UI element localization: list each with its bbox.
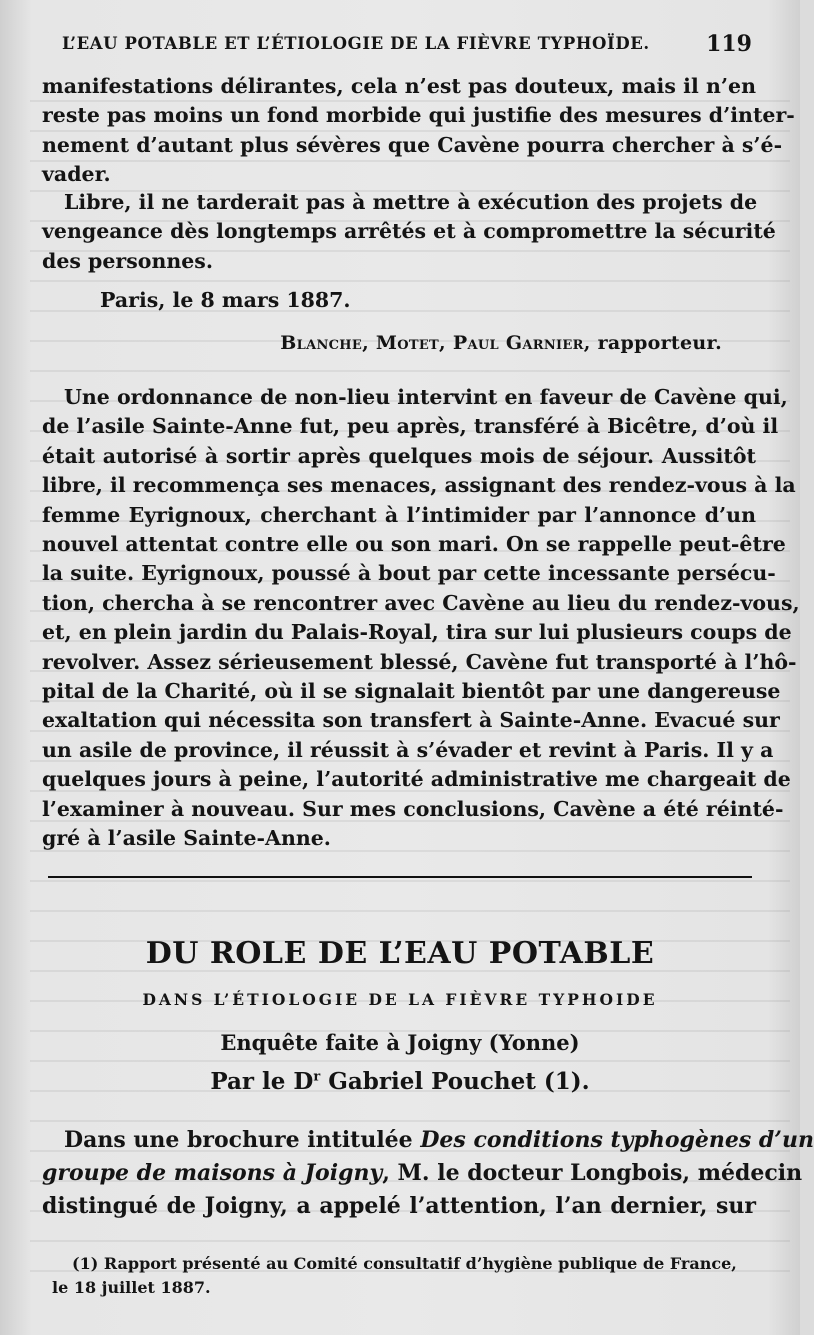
footnote	[52, 1252, 758, 1300]
text-line: nouvel attentat contre elle ou son mari. On se rappelle peut-être	[42, 532, 786, 557]
author-name: Gabriel Pouchet	[328, 1068, 536, 1095]
text-line: reste pas moins un fond morbide qui justifie des mesures d’inter-	[42, 103, 795, 128]
text-line: manifestations délirantes, cela n’est pas douteux, mais il n’en	[42, 74, 756, 98]
text-line: de l’asile Sainte-Anne fut, peu après, transféré à Bicêtre, d’où il	[42, 414, 779, 439]
text-line: exaltation qui nécessita son transfert à Sainte-Anne. Evacué sur	[42, 708, 780, 733]
text-line: vengeance dès longtemps arrêtés et à compromettre la sécurité	[42, 219, 776, 244]
running-title: L’EAU POTABLE ET L’ÉTIOLOGIE DE LA FIÈVRE TYPHOÏDE.	[62, 34, 650, 53]
signature-role: rapporteur.	[597, 332, 722, 354]
text-line: des personnes.	[42, 248, 213, 273]
author-prefix: Par le D	[210, 1068, 314, 1095]
text-line: Libre, il ne tarderait pas à mettre à exécution des projets de	[64, 190, 758, 214]
section-author	[0, 1068, 800, 1095]
text-line: gré à l’asile Sainte-Anne.	[42, 826, 331, 851]
paragraph-libre	[42, 188, 776, 276]
page-number: 119	[706, 31, 752, 57]
signature-line	[280, 332, 722, 354]
text-line: tion, chercha à se rencontrer avec Cavène au lieu du rendez-vous,	[42, 590, 800, 615]
text-line: femme Eyrignoux, cherchant à l’intimider par l’annonce d’un	[42, 502, 756, 527]
text-line: quelques jours à peine, l’autorité administrative me chargeait de	[42, 767, 791, 792]
brochure-title: Des conditions typhogènes d’un	[420, 1127, 814, 1153]
text-line: Une ordonnance de non-lieu intervint en faveur de Cavène qui,	[64, 385, 788, 409]
text-line: distingué de Joigny, a appelé l’attention, l’an dernier, sur	[42, 1193, 756, 1219]
text-line: vader.	[42, 162, 111, 187]
author-footnote-ref: (1).	[543, 1068, 590, 1095]
intro-paragraph	[42, 1124, 814, 1223]
date-line: Paris, le 8 mars 1887.	[100, 288, 351, 312]
footnote-line: le 18 juillet 1887.	[52, 1278, 211, 1297]
text-line	[42, 1124, 814, 1157]
brochure-title-cont: groupe de maisons à Joigny	[42, 1160, 383, 1186]
section-title: DU ROLE DE L’EAU POTABLE	[145, 936, 655, 971]
text-line: un asile de province, il réussit à s’évader et revint à Paris. Il y a	[42, 737, 774, 762]
footnote-line: (1) Rapport présenté au Comité consultatif d’hygiène publique de France,	[72, 1254, 737, 1273]
text-line: pital de la Charité, où il se signalait bientôt par une dangereuse	[42, 679, 781, 704]
paragraph-continuation	[42, 72, 795, 190]
text-line: était autorisé à sortir après quelques mois de séjour. Aussitôt	[42, 443, 756, 468]
text-line: et, en plein jardin du Palais-Royal, tira sur lui plusieurs coups de	[42, 620, 792, 645]
text-line: nement d’autant plus sévères que Cavène pourra chercher à s’é-	[42, 132, 783, 157]
text-run: Dans une brochure intitulée	[64, 1127, 421, 1153]
section-divider	[48, 876, 752, 878]
text-line: l’examiner à nouveau. Sur mes conclusions, Cavène a été réinté-	[42, 796, 784, 821]
text-line: revolver. Assez sérieusement blessé, Cavène fut transporté à l’hô-	[42, 649, 797, 674]
paragraph-ordonnance	[42, 383, 800, 854]
section-inquiry: Enquête faite à Joigny (Yonne)	[220, 1030, 580, 1055]
text-line	[42, 1157, 803, 1190]
text-line: libre, il recommença ses menaces, assignant des rendez-vous à la	[42, 473, 796, 498]
text-line: la suite. Eyrignoux, poussé à bout par cette incessante persécu-	[42, 561, 776, 586]
running-header	[62, 31, 752, 57]
author-title-sup: r	[313, 1069, 321, 1085]
signatories: Blanche, Motet, Paul Garnier,	[280, 332, 591, 354]
section-subtitle: DANS L’ÉTIOLOGIE DE LA FIÈVRE TYPHOIDE	[142, 990, 658, 1009]
text-run: , M. le docteur Longbois, médecin	[382, 1160, 803, 1186]
